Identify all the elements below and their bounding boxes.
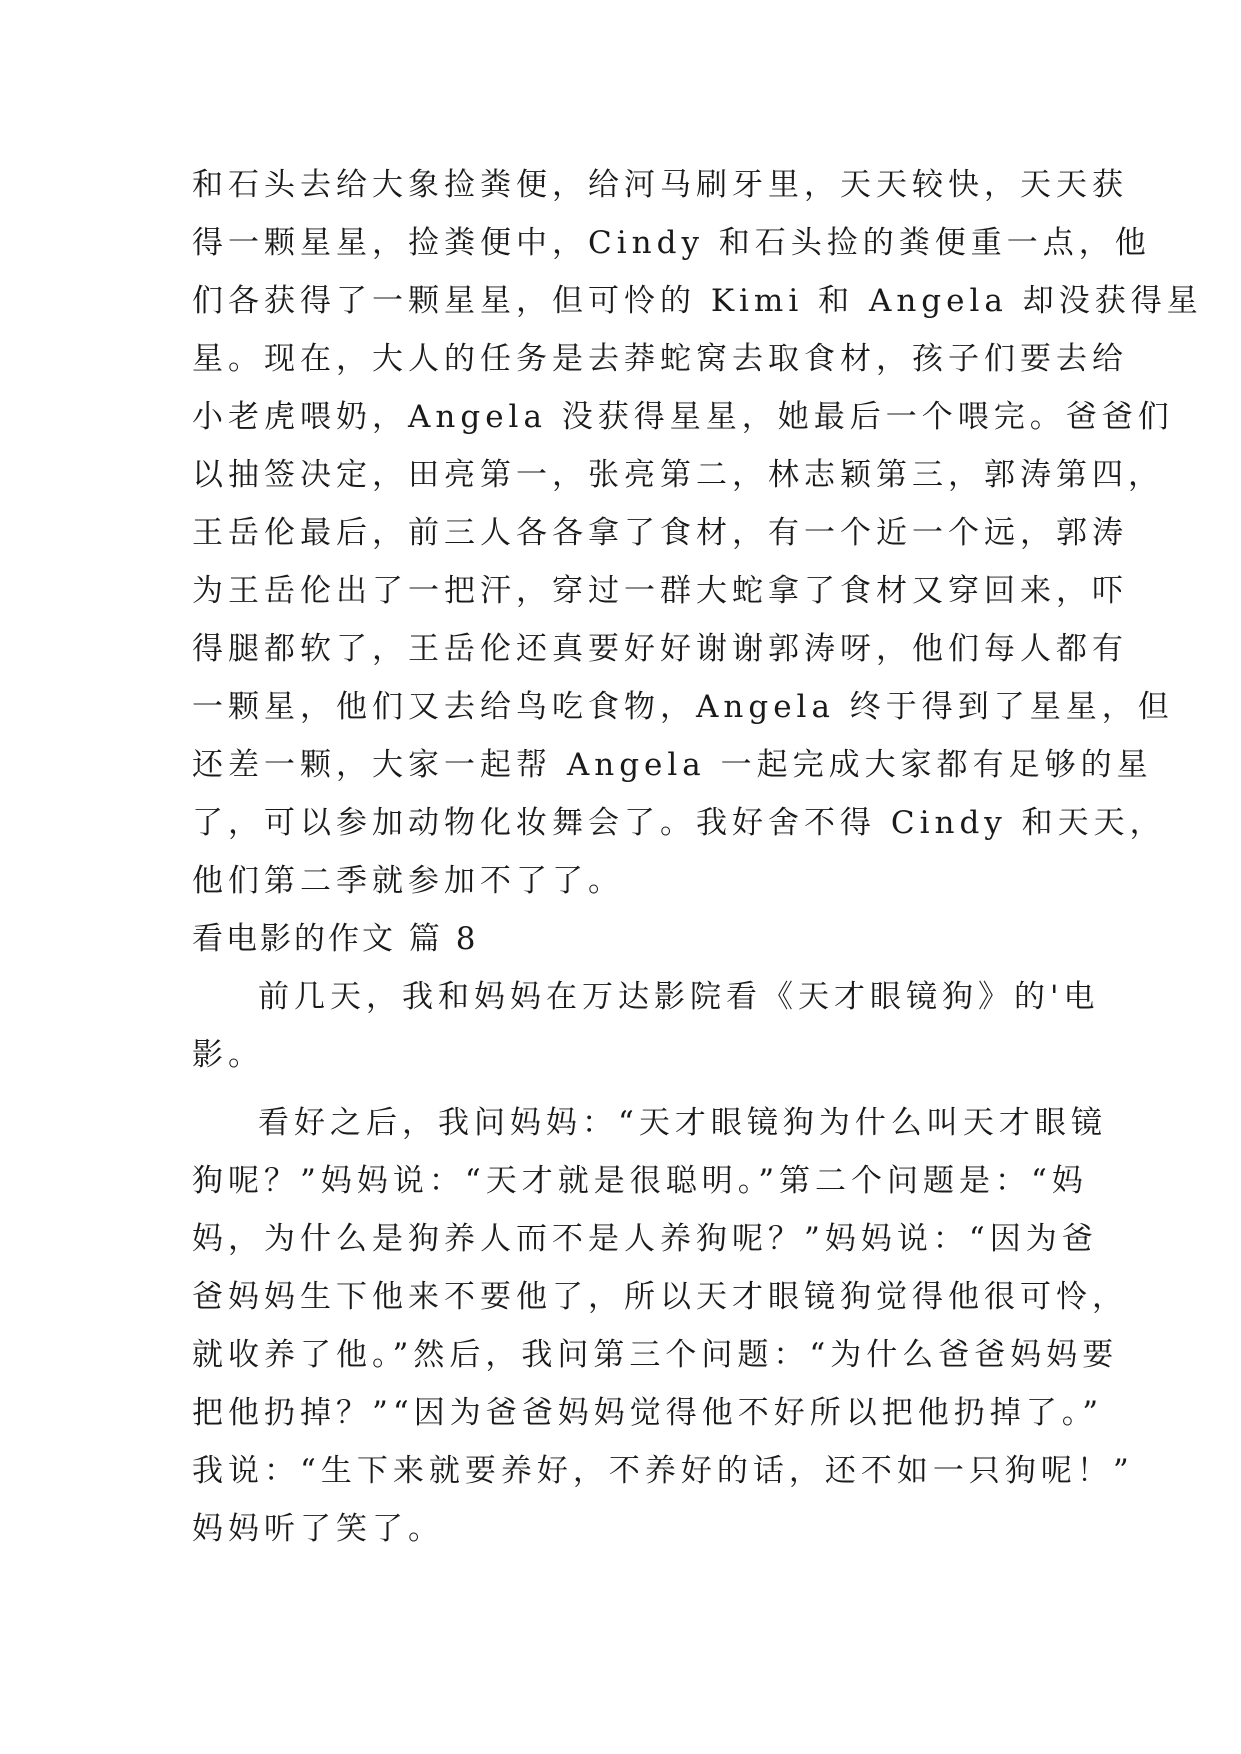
section-heading: 看电影的作文 篇 8	[192, 921, 479, 957]
text-line: 我说：“生下来就要养好，不养好的话，还不如一只狗呢！”	[192, 1453, 1134, 1489]
text-line: 还差一颗，大家一起帮 Angela 一起完成大家都有足够的星	[192, 747, 1153, 783]
text-line: 狗呢？”妈妈说：“天才就是很聪明。”第二个问题是：“妈	[192, 1163, 1088, 1199]
text-line: 爸妈妈生下他来不要他了，所以天才眼镜狗觉得他很可怜，	[192, 1279, 1128, 1315]
text-line: 小老虎喂奶，Angela 没获得星星，她最后一个喂完。爸爸们	[192, 399, 1174, 435]
paragraph-gap	[192, 1084, 1072, 1094]
text-line: 把他扔掉？”“因为爸爸妈妈觉得他不好所以把他扔掉了。”	[192, 1395, 1104, 1431]
text-line: 妈妈听了笑了。	[192, 1511, 444, 1547]
paragraph-1	[192, 968, 1100, 1084]
text-line: 以抽签决定，田亮第一，张亮第二，林志颖第三，郭涛第四，	[192, 457, 1164, 493]
text-line: 了，可以参加动物化妆舞会了。我好舍不得 Cindy 和天天，	[192, 805, 1166, 841]
text-line: 为王岳伦出了一把汗，穿过一群大蛇拿了食材又穿回来，吓	[192, 573, 1128, 609]
text-line: 前几天，我和妈妈在万达影院看《天才眼镜狗》的'电	[258, 979, 1100, 1015]
text-line: 和石头去给大象捡粪便，给河马刷牙里，天天较快，天天获	[192, 167, 1128, 203]
text-line: 们各获得了一颗星星，但可怜的 Kimi 和 Angela 却没获得星	[192, 283, 1203, 319]
text-line: 看好之后，我问妈妈：“天才眼镜狗为什么叫天才眼镜	[258, 1105, 1107, 1141]
text-line: 得腿都软了，王岳伦还真要好好谢谢郭涛呀，他们每人都有	[192, 631, 1128, 667]
text-line: 星。现在，大人的任务是去莽蛇窝去取食材，孩子们要去给	[192, 341, 1128, 377]
text-line: 妈，为什么是狗养人而不是人养狗呢？”妈妈说：“因为爸	[192, 1221, 1098, 1257]
text-line: 他们第二季就参加不了了。	[192, 863, 624, 899]
text-line: 影。	[192, 1037, 264, 1073]
text-line: 一颗星，他们又去给鸟吃食物，Angela 终于得到了星星，但	[192, 689, 1174, 725]
document-body	[192, 156, 1203, 1558]
text-line: 就收养了他。”然后，我问第三个问题：“为什么爸爸妈妈要	[192, 1337, 1119, 1373]
paragraph-2	[192, 1094, 1134, 1558]
text-line: 王岳伦最后，前三人各各拿了食材，有一个近一个远，郭涛	[192, 515, 1128, 551]
continuation-paragraph	[192, 156, 1203, 910]
text-line: 得一颗星星，捡粪便中，Cindy 和石头捡的粪便重一点，他	[192, 225, 1151, 261]
